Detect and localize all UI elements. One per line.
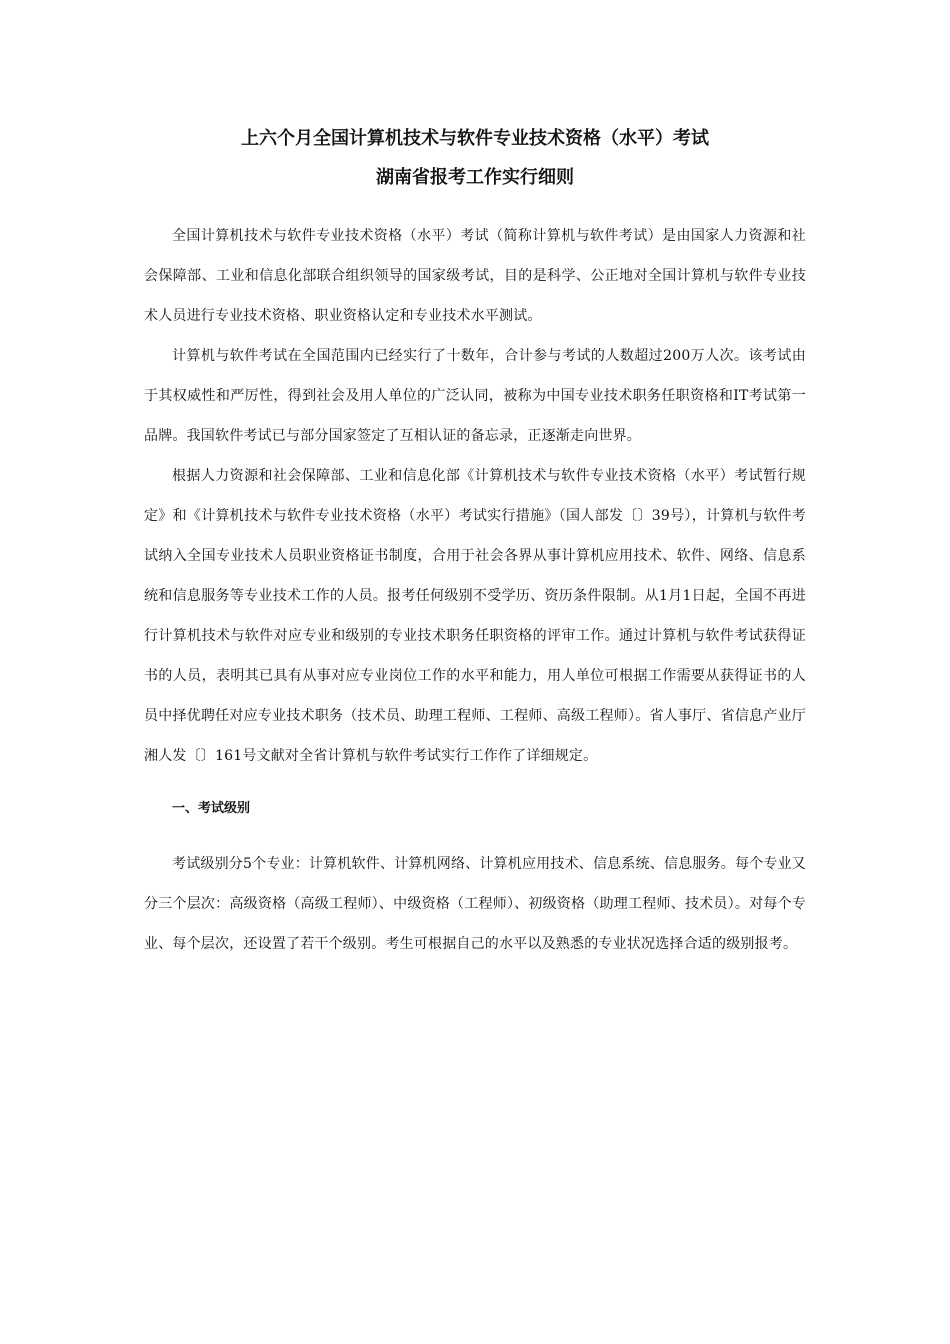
exam-levels-paragraph: 考试级别分5个专业：计算机软件、计算机网络、计算机应用技术、信息系统、信息服务。每个专业又分三个层次：高级资格（高级工程师）、中级资格（工程师）、初级资格（助理工程师、技术员）。对每个专业、每个层次，还设置了若干个级别。考生可根据自己的水平以及熟悉的专业状况选择合适的级别报考。 — [144, 856, 806, 952]
regulation-paragraph: 根据人力资源和社会保障部、工业和信息化部《计算机技术与软件专业技术资格（水平）考试暂行规定》和《计算机技术与软件专业技术资格（水平）考试实行措施》（国人部发〔〕39号），计算机与软件考试纳入全国专业技术人员职业资格证书制度，合用于社会各界从事计算机应用技术、软件、网络、信息系统和信息服务等专业技术工作的人员。报考任何级别不受学历、资历条件限制。从1月1日起，全国不再进行计算机技术与软件对应专业和级别的专业技术职务任职资格的评审工作。通过计算机与软件考试获得证书的人员，表明其已具有从事对应专业岗位工作的水平和能力，用人单位可根据工作需要从获得证书的人员中择优聘任对应专业技术职务（技术员、助理工程师、工程师、高级工程师）。省人事厅、省信息产业厅湘人发〔〕161号文献对全省计算机与软件考试实行工作作了详细规定。 — [144, 468, 806, 764]
intro-paragraph: 全国计算机技术与软件专业技术资格（水平）考试（简称计算机与软件考试）是由国家人力资源和社会保障部、工业和信息化部联合组织领导的国家级考试，目的是科学、公正地对全国计算机与软件专业技术人员进行专业技术资格、职业资格认定和专业技术水平测试。 — [144, 228, 806, 324]
section-heading-exam-levels: 一、考试级别 — [172, 801, 251, 816]
document-subtitle: 湖南省报考工作实行细则 — [376, 167, 574, 188]
history-paragraph: 计算机与软件考试在全国范围内已经实行了十数年，合计参与考试的人数超过200万人次。该考试由于其权威性和严厉性，得到社会及用人单位的广泛认同，被称为中国专业技术职务任职资格和IT考试第一品牌。我国软件考试已与部分国家签定了互相认证的备忘录，正逐渐走向世界。 — [144, 348, 806, 444]
document-title: 上六个月全国计算机技术与软件专业技术资格（水平）考试 — [241, 128, 709, 149]
